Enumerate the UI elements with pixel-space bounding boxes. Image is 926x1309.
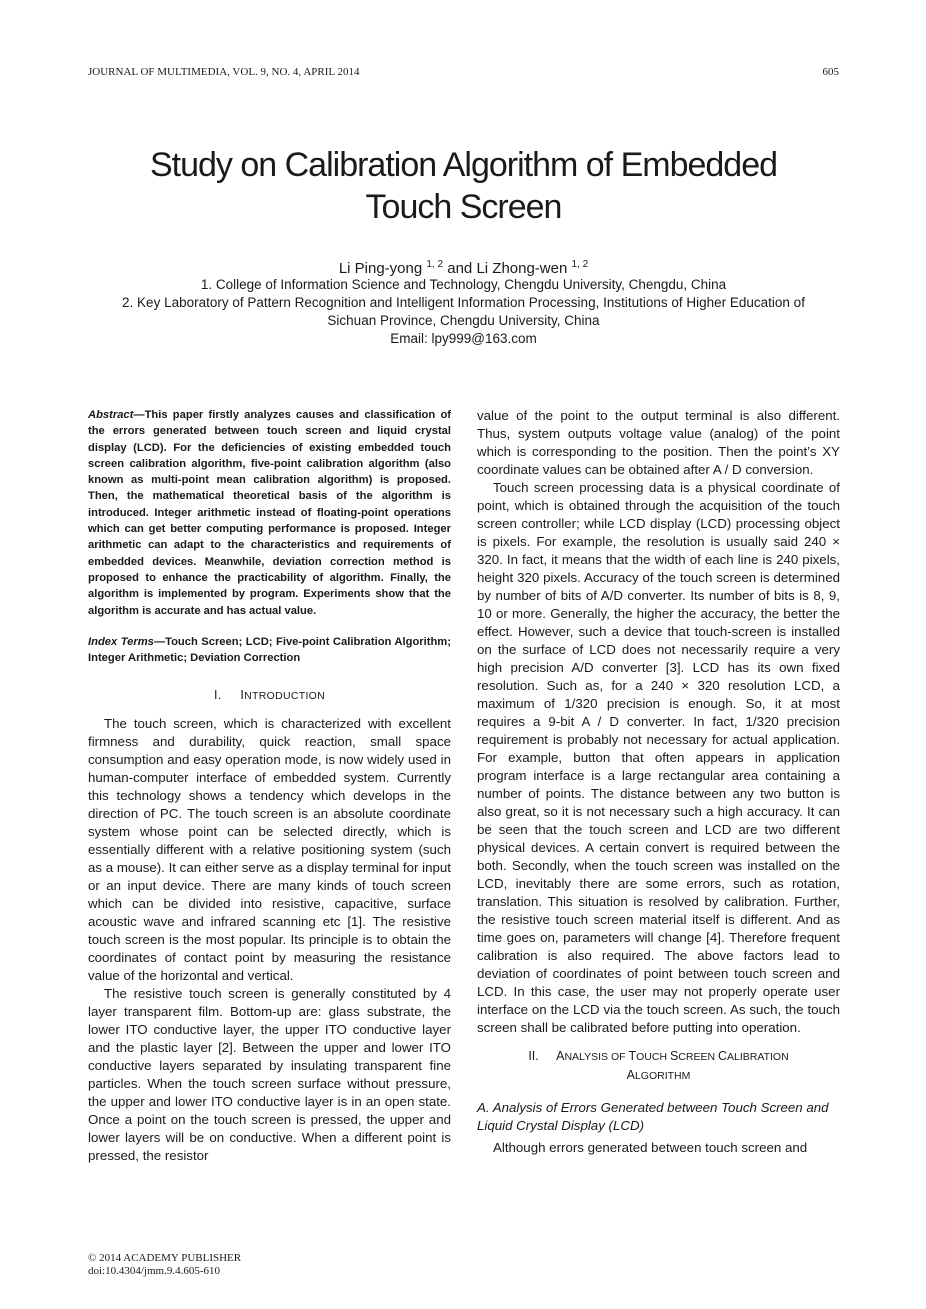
email: Email: lpy999@163.com — [390, 331, 537, 346]
right-column — [477, 407, 840, 1157]
section-2-paragraph-1: Although errors generated between touch screen and — [493, 1140, 808, 1155]
section-2-title-w3-initial: S — [669, 1049, 679, 1063]
running-header — [88, 66, 839, 78]
subsection-heading-a: A. Analysis of Errors Generated between Touch Screen and Liquid Crystal Display (LCD) — [477, 1100, 829, 1133]
abstract-dash: — — [133, 409, 145, 421]
section-2-title-w5-initial: A — [626, 1068, 635, 1082]
intro-paragraph-3: Touch screen processing data is a physical coordinate of point, which is obtained through the acquisition of the touch screen controller; while LCD display (LCD) processing object is pixels. For example, the resolution is usually said 240 × 320. In fact, it means that the width of each line is 240 pixels, height 320 pixels. Accuracy of the touch screen is determined by number of bits of A/D converter. Its number of bits is 8, 9, 10 or more. Generally, the higher the accuracy, the better the effect. However, such a device that touch-screen is installed on the surface of LCD does not necessarily require a very high precision A/D converter [3]. LCD has its own fixed resolution. Such as, for a 240 × 320 resolution LCD, a maximum of 1/320 precision is enough. So, it at most requires a 9-bit A / D converter. In fact, 1/320 precision requirement is probably not necessary for actual application. For example, button that often appears in application program interface is a large rectangular area containing a number of points. The distance between any two button is also great, so it is not necessary such a high accuracy. It can be seen that the touch screen and LCD are two different physical devices. A certain convert is required between the both. Secondly, when the touch screen was installed on the LCD, inevitably there are some errors, such as rotation, translation. This situation is resolved by calibration. Further, the resistive touch screen material itself is different. And as time goes on, parameters will change [4]. Therefore frequent calibration is also required. The above factors lead to deviation of coordinates of point between touch screen and LCD. In this case, the user may not properly operate user interface on the LCD via the touch screen. As such, the touch screen shall be calibrated before putting into operation. — [477, 480, 840, 1035]
section-1-number: I. — [213, 688, 222, 703]
author-2: Li Zhong-wen — [476, 260, 568, 277]
section-1-title-initial: I — [240, 688, 245, 703]
author-1: Li Ping-yong — [338, 260, 423, 277]
affiliation-2-line-2: Sichuan Province, Chengdu University, China — [327, 313, 600, 328]
page-footer — [88, 1252, 241, 1278]
section-2-title-w1-initial: A — [556, 1049, 565, 1063]
section-2-title-w4-initial: C — [717, 1049, 728, 1063]
index-terms — [88, 634, 451, 667]
page-number: 605 — [822, 66, 839, 78]
paper-title — [88, 144, 839, 228]
section-2-title-w3-rest: CREEN — [678, 1051, 718, 1063]
section-heading-introduction — [88, 686, 451, 705]
section-2-title-w5-rest: LGORITHM — [634, 1070, 691, 1082]
index-terms-label: Index Terms — [88, 635, 154, 648]
doi: doi:10.4304/jmm.9.4.605-610 — [88, 1265, 220, 1277]
affiliation-2-line-1: 2. Key Laboratory of Pattern Recognition and Intelligent Information Processing, Institutions of Higher Education of — [122, 295, 805, 310]
publisher-copyright: © 2014 ACADEMY PUBLISHER — [88, 1252, 242, 1264]
index-terms-dash: — — [153, 635, 166, 648]
affiliation-1: 1. College of Information Science and Technology, Chengdu University, Chengdu, China — [200, 277, 727, 292]
abstract-text: This paper firstly analyzes causes and classification of the errors generated between touch screen and liquid crystal display (LCD). For the deficiencies of existing embedded touch screen calibration algorithm, five-point calibration algorithm (also known as multi-point mean calibration algorithm) is proposed. Then, the mathematical theoretical basis of the algorithm is introduced. Integer arithmetic instead of floating-point operations which can get better computing performance is proposed. Integer arithmetic can adapt to the characteristics and requirements of embedded devices. Meanwhile, deviation correction method is proposed to enhance the practicability of algorithm. Finally, the algorithm is implemented by program. Experiments show that the algorithm is accurate and has actual value. — [88, 409, 451, 617]
author-conjunction: and — [443, 260, 477, 277]
section-heading-analysis — [477, 1047, 840, 1085]
section-2-title-w4-rest: ALIBRATION — [727, 1051, 789, 1063]
section-2-title-w1-rest: NALYSIS OF — [564, 1051, 629, 1063]
journal-name: JOURNAL OF MULTIMEDIA, VOL. 9, NO. 4, APRIL 2014 — [88, 66, 360, 78]
title-line-1: Study on Calibration Algorithm of Embedded — [149, 146, 778, 184]
author-1-affil: 1, 2 — [426, 259, 444, 270]
author-list — [88, 256, 839, 278]
left-column — [88, 407, 451, 1165]
section-2-title-w2-rest: OUCH — [636, 1051, 670, 1063]
index-terms-text: Touch Screen; LCD; Five-point Calibration Algorithm; Integer Arithmetic; Deviation Correction — [88, 635, 451, 665]
abstract-label: Abstract — [88, 409, 134, 421]
intro-paragraph-2-continued: value of the point to the output terminal is also different. Thus, system outputs voltage value (analog) of the point which is corresponding to the position. Then the point’s XY coordinate values can be obtained after A / D conversion. — [477, 408, 840, 477]
intro-paragraph-2: The resistive touch screen is generally constituted by 4 layer transparent film. Bottom-up are: glass substrate, the lower ITO conductive layer, the upper ITO conductive layer and the plastic layer [2]. Between the upper and lower ITO conductive layers separated by insulating transparent fine particles. When the touch screen surface without pressure, the upper and lower ITO conductive layer is in an open state. Once a point on the touch screen is pressed, the upper and lower layers will be on conductive. When a different point is pressed, the resistor — [88, 986, 451, 1164]
section-2-number: II. — [528, 1049, 539, 1063]
author-2-affil: 1, 2 — [571, 259, 589, 270]
abstract — [88, 407, 451, 619]
section-2-title-w2-initial: T — [628, 1049, 637, 1063]
section-1-title-rest: NTRODUCTION — [244, 690, 326, 703]
intro-paragraph-1: The touch screen, which is characterized with excellent firmness and durability, quick reaction, small space consumption and easy operation mode, is now widely used in human-computer interface of embedded system. Currently this technology shows a tendency which develops in the direction of PC. The touch screen is an absolute coordinate system whose point can be selected directly, which is essentially different with a relative positioning system (such as a mouse). It can either serve as a display terminal for input or an input device. There are many kinds of touch screen which can be divided into resistive, capacitive, surface acoustic wave and infrared scanning etc [1]. The resistive touch screen is the most popular. Its principle is to obtain the coordinates of contact point by measuring the resistance value of the horizontal and vertical. — [88, 716, 451, 984]
title-line-2: Touch Screen — [365, 188, 562, 226]
